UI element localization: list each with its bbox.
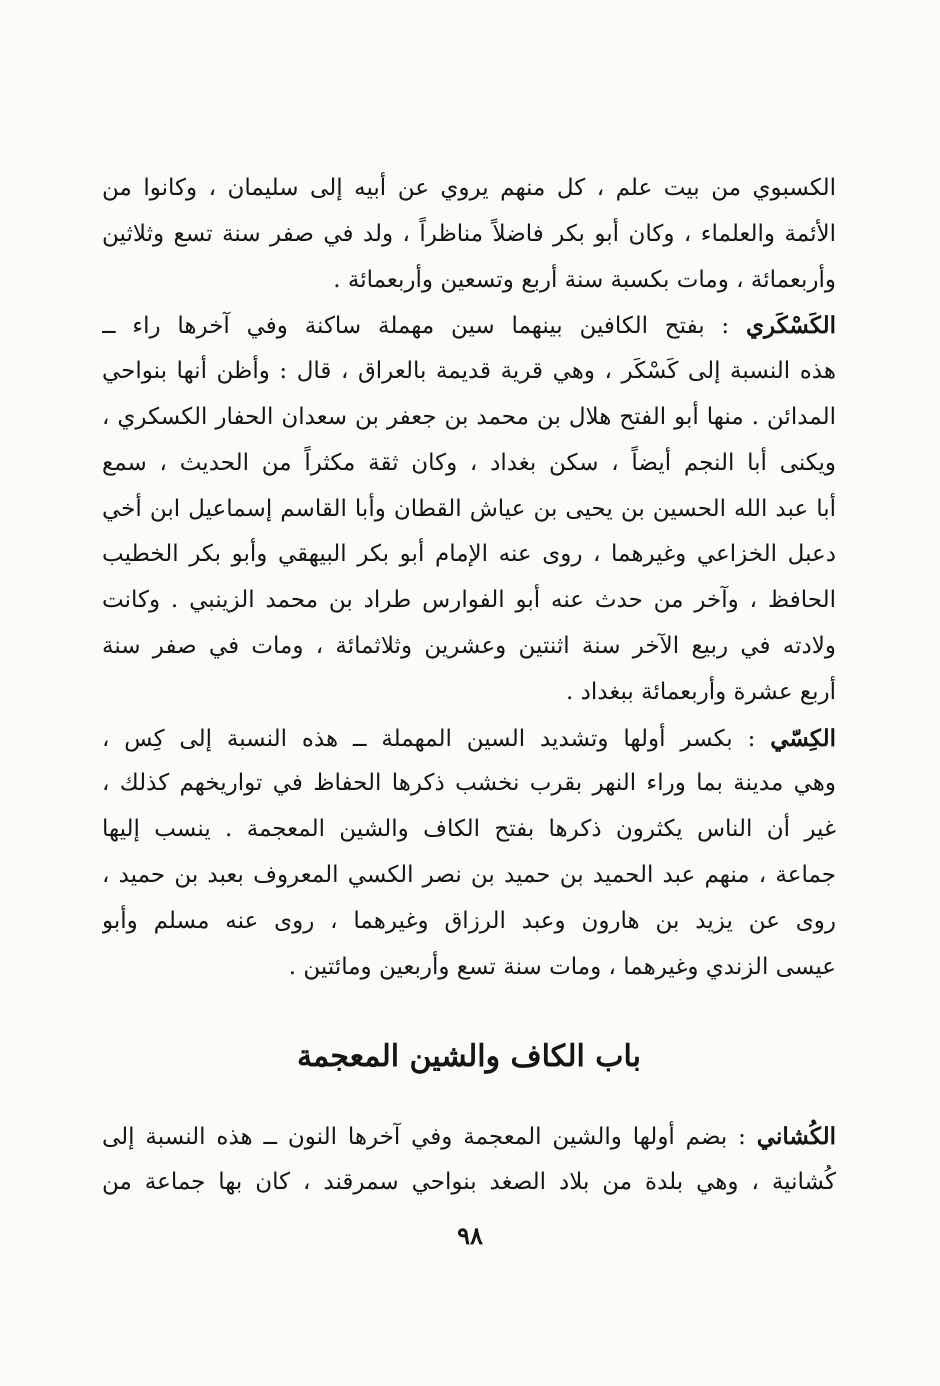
text-line: ويكنى أبا النجم أيضاً ، سكن بغداد ، وكان ثقة مكثراً من الحديث ، سمع: [102, 449, 836, 476]
text-line: المدائن . منها أبو الفتح هلال بن محمد بن جعفر بن سعدان الحفار الكسكري ،: [102, 403, 836, 430]
entry-kaskari-definition: : بفتح الكافين بينهما سين مهملة ساكنة وفي آخرها راء ــ: [102, 313, 746, 340]
entry-term-kaskari: الكَسْكَري: [745, 312, 836, 340]
text-line: الكسبوي من بيت علم ، كل منهم يروي عن أبيه إلى سليمان ، وكانوا من: [102, 175, 836, 201]
text-line: الأئمة والعلماء ، وكان أبو بكر فاضلاً مناظراً ، ولد في صفر سنة تسع وثلاثين: [102, 220, 836, 247]
text-line: كُشانية ، وهي بلدة من بلاد الصغد بنواحي سمرقند ، كان بها جماعة من: [102, 1168, 836, 1195]
text-line: الحافظ ، وآخر من حدث عنه أبو الفوارس طراد بن محمد الزينبي . وكانت: [102, 587, 836, 614]
text-line: جماعة ، منهم عبد الحميد بن حميد بن نصر الكسي المعروف بعبد بن حميد ،: [102, 861, 836, 888]
section-heading: باب الكاف والشين المعجمة: [296, 1039, 642, 1074]
entry-kissi-definition: : بكسر أولها وتشديد السين المهملة ــ هذه النسبة إلى كِس ،: [102, 725, 771, 752]
entry-kushani-first-line: [102, 1114, 836, 1160]
text-line: وهي مدينة بما وراء النهر بقرب نخشب ذكرها الحفاظ في تواريخهم كذلك ،: [102, 770, 836, 797]
text-line: غير أن الناس يكثرون ذكرها بفتح الكاف والشين المعجمة . ينسب إليها: [102, 816, 836, 843]
text-line: ولادته في ربيع الآخر سنة اثنتين وعشرين وثلاثمائة ، ومات في صفر سنة: [102, 632, 836, 659]
entry-kaskari-first-line: [102, 303, 836, 349]
text-line: عيسى الزندي وغيرهما ، ومات سنة تسع وأربعين ومائتين .: [288, 953, 836, 980]
entry-term-kissi: الكِسّي: [770, 724, 836, 752]
text-line: أبا عبد الله الحسين بن يحيى بن عياش القطان وأبا القاسم إسماعيل ابن أخي: [102, 495, 836, 522]
text-line: روى عن يزيد بن هارون وعبد الرزاق وغيرهما ، روى عنه مسلم وأبو: [102, 907, 836, 934]
text-line: هذه النسبة إلى كَسْكَر ، وهي قرية قديمة بالعراق ، قال : وأظن أنها بنواحي: [102, 358, 836, 385]
main-text-block: [102, 166, 836, 990]
text-line: دعبل الخزاعي وغيرهما ، روى عنه الإمام أبو بكر البيهقي وأبو بكر الخطيب: [102, 541, 836, 568]
text-line: وأربعمائة ، ومات بكسبة سنة أربع وتسعين وأربعمائة .: [333, 266, 836, 293]
entry-term-kushani: الكُشاني: [756, 1123, 836, 1150]
page-number: ٩٨: [457, 1221, 483, 1250]
entry-kushani-definition: : بضم أولها والشين المعجمة وفي آخرها النون ــ هذه النسبة إلى: [102, 1124, 757, 1150]
text-line: أربع عشرة وأربعمائة ببغداد .: [566, 678, 836, 705]
section-text-block: [102, 1114, 836, 1206]
entry-kissi-first-line: [102, 716, 836, 762]
